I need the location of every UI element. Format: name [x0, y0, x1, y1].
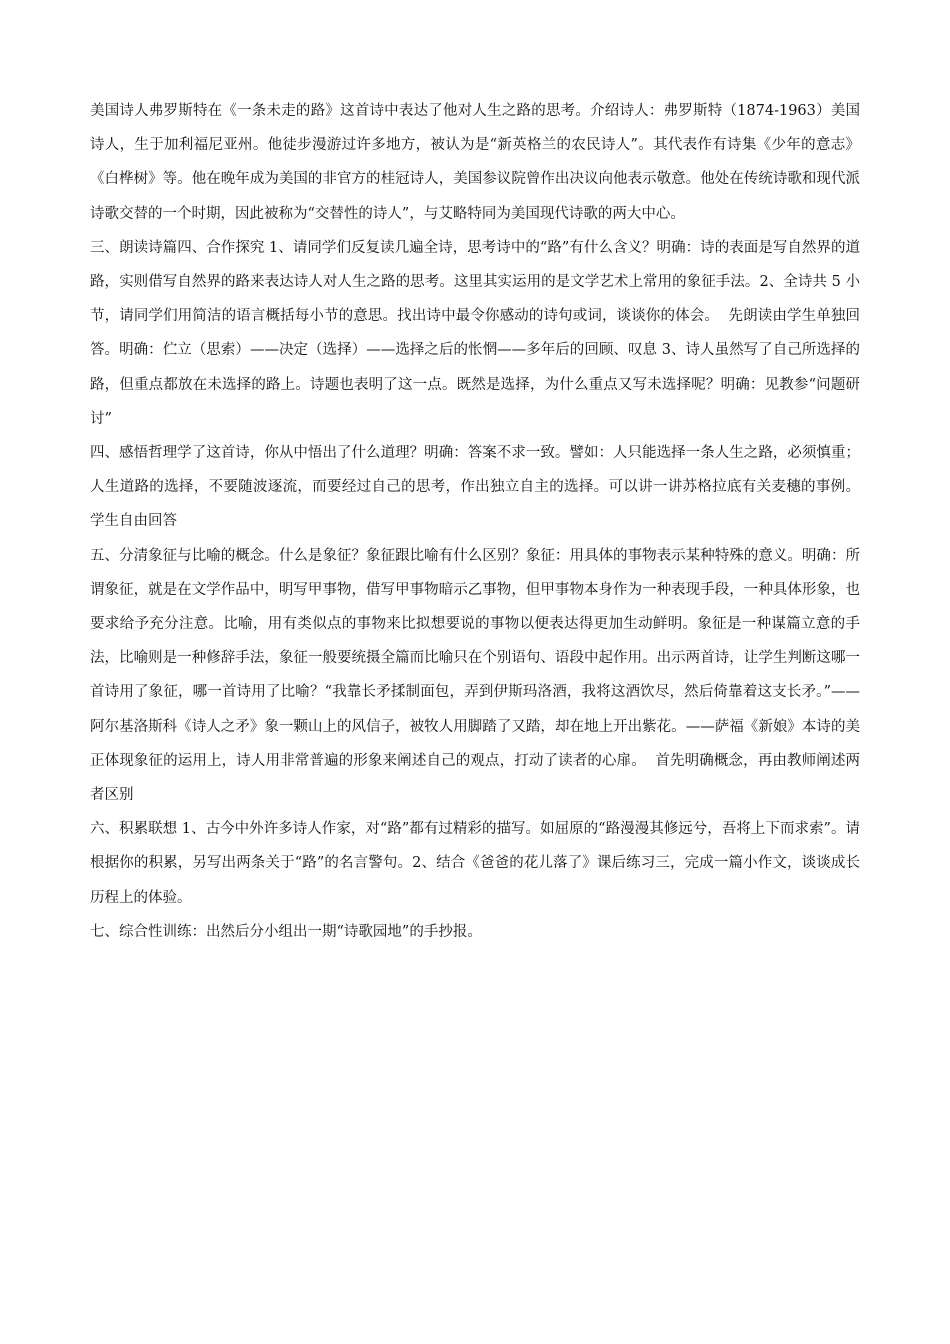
paragraph-reading-and-inquiry: 三、朗读诗篇四、合作探究 1、请同学们反复读几遍全诗，思考诗中的“路”有什么含义？明确：诗的表面是写自然界的道路，实则借写自然界的路来表达诗人对人生之路的思考。这里其实运用的是文学艺术上常用的象征手法。2、全诗共 5 小节，请同学们用简洁的语言概括每小节的意思。找出诗中最令你感动的诗句或词，谈谈你的体会。 先朗读由学生单独回答。明确：伫立（思索）——决定（选择）——选择之后的怅惘——多年后的回顾、叹息 3、诗人虽然写了自己所选择的路，但重点都放在未选择的路上。诗题也表明了这一点。既然是选择，为什么重点又写未选择呢？明确：见教参“问题研讨” — [90, 239, 860, 427]
paragraph-poet-introduction: 美国诗人弗罗斯特在《一条未走的路》这首诗中表达了他对人生之路的思考。介绍诗人：弗罗斯特（1874-1963）美国诗人，生于加利福尼亚州。他徒步漫游过许多地方，被认为是“新英格兰的农民诗人”。其代表作有诗集《少年的意志》《白桦树》等。他在晚年成为美国的非官方的桂冠诗人，美国参议院曾作出决议向他表示敬意。他处在传统诗歌和现代派诗歌交替的一个时期，因此被称为“交替性的诗人”，与艾略特同为美国现代诗歌的两大中心。 — [90, 103, 860, 222]
paragraph-symbol-vs-metaphor: 五、分清象征与比喻的概念。什么是象征？象征跟比喻有什么区别？象征：用具体的事物表示某种特殊的意义。明确：所谓象征，就是在文学作品中，明写甲事物，借写甲事物暗示乙事物，但甲事物本身作为一种表现手段，一种具体形象，也要求给予充分注意。比喻，用有类似点的事物来比拟想要说的事物以便表达得更加生动鲜明。象征是一种谋篇立意的手法，比喻则是一种修辞手法，象征一般要统摄全篇而比喻只在个别语句、语段中起作用。出示两首诗，让学生判断这哪一首诗用了象征，哪一首诗用了比喻？“我靠长矛揉制面包，弄到伊斯玛洛酒，我将这酒饮尽，然后倚靠着这支长矛。”——阿尔基洛斯科《诗人之矛》象一颗山上的风信子，被牧人用脚踏了又踏，却在地上开出紫花。——萨福《新娘》本诗的美正体现象征的运用上，诗人用非常普遍的形象来阐述自己的观点，打动了读者的心扉。 首先明确概念，再由教师阐述两者区别 — [90, 547, 860, 804]
paragraph-comprehensive-training: 七、综合性训练：出然后分小组出一期“诗歌园地”的手抄报。 — [90, 923, 482, 940]
paragraph-philosophy: 四、感悟哲理学了这首诗，你从中悟出了什么道理？明确：答案不求一致。譬如：人只能选择一条人生之路，必须慎重；人生道路的选择，不要随波逐流，而要经过自己的思考，作出独立自主的选择。可以讲一讲苏格拉底有关麦穗的事例。 学生自由回答 — [90, 445, 870, 530]
document-body — [90, 94, 870, 949]
paragraph-association: 六、积累联想 1、古今中外许多诗人作家，对“路”都有过精彩的描写。如屈原的“路漫漫其修远兮，吾将上下而求索”。请根据你的积累，另写出两条关于“路”的名言警句。2、结合《爸爸的花儿落了》课后练习三，完成一篇小作文，谈谈成长历程上的体验。 — [90, 821, 860, 906]
